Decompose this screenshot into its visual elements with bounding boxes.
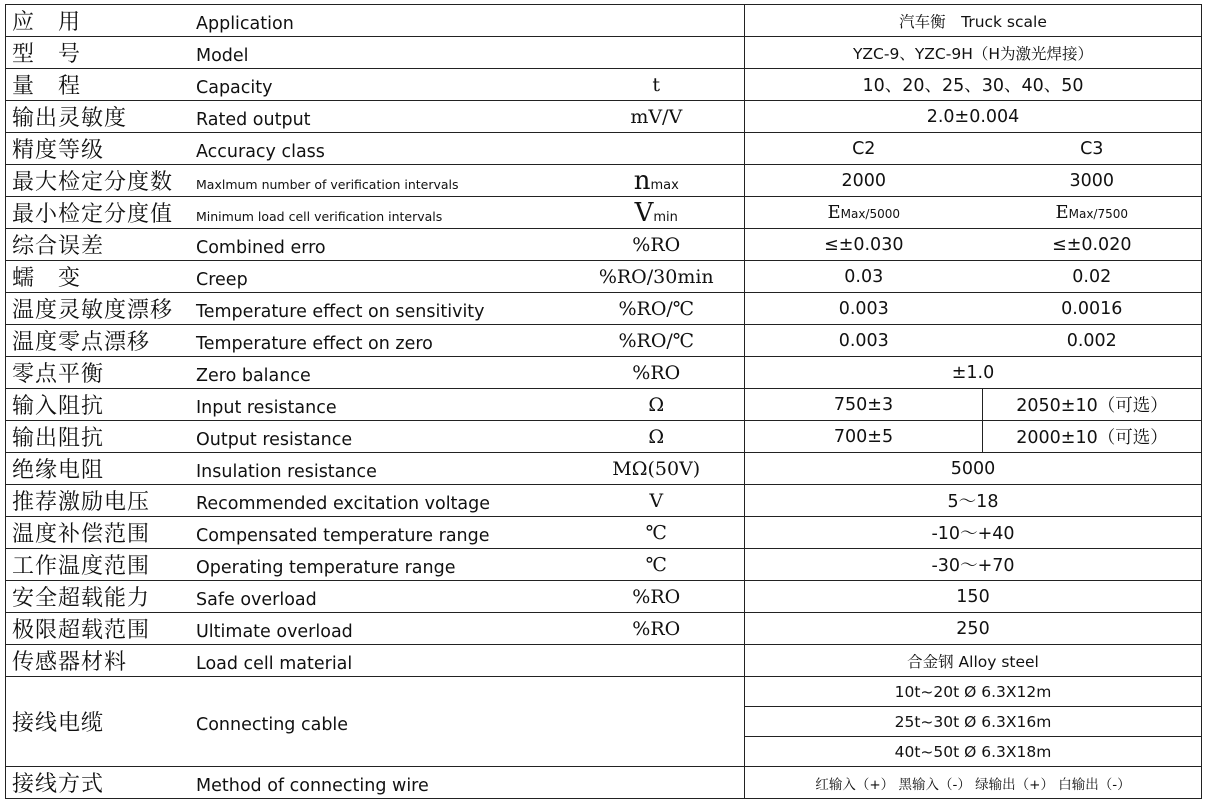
- label-en: Output resistance: [196, 430, 353, 450]
- value-c3: 2050±10（可选）: [983, 389, 1202, 421]
- value-sub: Max/5000: [840, 207, 901, 221]
- value-c3: C3: [983, 133, 1202, 165]
- row-material: [6, 645, 1202, 677]
- label-zh: 型 号: [12, 42, 82, 67]
- label-zh: 接线电缆: [12, 711, 105, 736]
- value: -10～+40: [745, 517, 1202, 549]
- label-en: Combined erro: [196, 238, 326, 258]
- value: 合金钢 Alloy steel: [745, 645, 1202, 677]
- label-zh: 最小检定分度值: [12, 202, 174, 227]
- label-en: Maxlmum number of verification intervals: [196, 177, 459, 192]
- label-zh: 精度等级: [12, 138, 105, 163]
- label-zh: 传感器材料: [12, 650, 128, 675]
- label-zh: 接线方式: [12, 772, 105, 797]
- value-c3: ≤±0.020: [983, 229, 1202, 261]
- row-ultimate-overload: [6, 613, 1202, 645]
- value-sub: Max/7500: [1068, 207, 1129, 221]
- value: 2.0±0.004: [745, 101, 1202, 133]
- label-en: Temperature effect on sensitivity: [196, 302, 485, 322]
- unit: %RO: [569, 581, 745, 613]
- label-en: Safe overload: [196, 590, 317, 610]
- row-vmin: [6, 197, 1202, 229]
- label-en: Ultimate overload: [196, 622, 353, 642]
- unit: Ω: [569, 421, 745, 453]
- row-compensated-temp: [6, 517, 1202, 549]
- label-zh: 综合误差: [12, 234, 105, 259]
- value-c2: 750±3: [745, 389, 983, 421]
- label-zh: 应 用: [12, 10, 82, 35]
- label-zh: 极限超载范围: [12, 618, 151, 643]
- value: 5～18: [745, 485, 1202, 517]
- value-cable-2: 25t~30t Ø 6.3X16m: [745, 707, 1202, 737]
- label-en: Method of connecting wire: [196, 776, 429, 796]
- row-temp-effect-zero: [6, 325, 1202, 357]
- value-c3: 3000: [983, 165, 1202, 197]
- row-temp-effect-sensitivity: [6, 293, 1202, 325]
- row-safe-overload: [6, 581, 1202, 613]
- value-c3: 2000±10（可选）: [983, 421, 1202, 453]
- unit: ℃: [569, 517, 745, 549]
- label-zh: 工作温度范围: [12, 554, 151, 579]
- label-en: Application: [196, 14, 294, 34]
- label-en: Recommended excitation voltage: [196, 494, 491, 514]
- spec-table: [5, 4, 1202, 799]
- unit: %RO/℃: [569, 293, 745, 325]
- label-zh: 绝缘电阻: [12, 458, 105, 483]
- label-en: Compensated temperature range: [196, 526, 490, 546]
- value-c2: 2000: [745, 165, 983, 197]
- unit: [569, 677, 745, 767]
- unit-sub: max: [650, 177, 679, 193]
- label-en: Zero balance: [196, 366, 311, 386]
- label-zh: 量 程: [12, 74, 82, 99]
- unit: V: [569, 485, 745, 517]
- unit-sub: min: [653, 209, 678, 225]
- row-insulation-resistance: [6, 453, 1202, 485]
- label-en: Creep: [196, 270, 248, 290]
- unit: %RO/℃: [569, 325, 745, 357]
- value: ±1.0: [745, 357, 1202, 389]
- value-c3: 0.02: [983, 261, 1202, 293]
- unit: t: [569, 69, 745, 101]
- label-zh: 温度灵敏度漂移: [12, 298, 174, 323]
- value-c3: 0.0016: [983, 293, 1202, 325]
- value: 5000: [745, 453, 1202, 485]
- label-en: Connecting cable: [196, 715, 349, 735]
- unit: [569, 767, 745, 799]
- unit: MΩ(50V): [569, 453, 745, 485]
- row-model: [6, 37, 1202, 69]
- value-main: E: [827, 202, 841, 223]
- row-wiring-method: [6, 767, 1202, 799]
- row-connecting-cable: [6, 677, 1202, 707]
- unit: %RO: [569, 229, 745, 261]
- label-en: Model: [196, 46, 249, 66]
- value-c3: 0.002: [983, 325, 1202, 357]
- row-rated-output: [6, 101, 1202, 133]
- label-zh: 最大检定分度数: [12, 170, 174, 195]
- value-c2: 700±5: [745, 421, 983, 453]
- unit: [569, 133, 745, 165]
- label-zh: 温度零点漂移: [12, 330, 151, 355]
- row-output-resistance: [6, 421, 1202, 453]
- value-c2: C2: [745, 133, 983, 165]
- value-cable-1: 10t~20t Ø 6.3X12m: [745, 677, 1202, 707]
- label-zh: 输入阻抗: [12, 394, 105, 419]
- unit: %RO: [569, 613, 745, 645]
- row-capacity: [6, 69, 1202, 101]
- label-zh: 输出灵敏度: [12, 106, 128, 131]
- unit: [569, 197, 745, 229]
- label-zh: 温度补偿范围: [12, 522, 151, 547]
- label-en: Rated output: [196, 110, 311, 130]
- value-main: E: [1055, 202, 1069, 223]
- label-en: Load cell material: [196, 654, 353, 674]
- label-en: Input resistance: [196, 398, 337, 418]
- label-zh: 推荐激励电压: [12, 490, 151, 515]
- unit: [569, 165, 745, 197]
- row-input-resistance: [6, 389, 1202, 421]
- value-c2: [745, 197, 983, 229]
- label-zh: 零点平衡: [12, 362, 105, 387]
- value-c2: 0.003: [745, 325, 983, 357]
- value: 红输入（+） 黑输入（-） 绿输出（+） 白输出（-）: [745, 767, 1202, 799]
- label-en: Insulation resistance: [196, 462, 377, 482]
- row-excitation-voltage: [6, 485, 1202, 517]
- value-c2: ≤±0.030: [745, 229, 983, 261]
- label-en: Temperature effect on zero: [196, 334, 433, 354]
- value-c3: [983, 197, 1202, 229]
- row-combined-error: [6, 229, 1202, 261]
- unit: ℃: [569, 549, 745, 581]
- unit: [569, 5, 745, 37]
- unit: [569, 37, 745, 69]
- label-en: Minimum load cell verification intervals: [196, 209, 443, 224]
- value: YZC-9、YZC-9H（H为激光焊接）: [745, 37, 1202, 69]
- row-creep: [6, 261, 1202, 293]
- unit: [569, 645, 745, 677]
- value: -30～+70: [745, 549, 1202, 581]
- value-c2: 0.03: [745, 261, 983, 293]
- label-zh: 输出阻抗: [12, 426, 105, 451]
- label-en: Operating temperature range: [196, 558, 456, 578]
- row-zero-balance: [6, 357, 1202, 389]
- value: 汽车衡 Truck scale: [745, 5, 1202, 37]
- value-c2: 0.003: [745, 293, 983, 325]
- row-nmax: [6, 165, 1202, 197]
- value-cable-3: 40t~50t Ø 6.3X18m: [745, 737, 1202, 767]
- label-zh: 安全超载能力: [12, 586, 151, 611]
- value: 150: [745, 581, 1202, 613]
- unit: %RO: [569, 357, 745, 389]
- unit-main: n: [633, 165, 651, 196]
- value: 10、20、25、30、40、50: [745, 69, 1202, 101]
- unit: %RO/30min: [569, 261, 745, 293]
- row-accuracy-class: [6, 133, 1202, 165]
- value: 250: [745, 613, 1202, 645]
- unit: Ω: [569, 389, 745, 421]
- unit: mV/V: [569, 101, 745, 133]
- label-en: Capacity: [196, 78, 273, 98]
- label-zh: 蠕 变: [12, 266, 82, 291]
- row-operating-temp: [6, 549, 1202, 581]
- label-en: Accuracy class: [196, 142, 325, 162]
- unit-main: V: [634, 197, 654, 228]
- row-application: [6, 5, 1202, 37]
